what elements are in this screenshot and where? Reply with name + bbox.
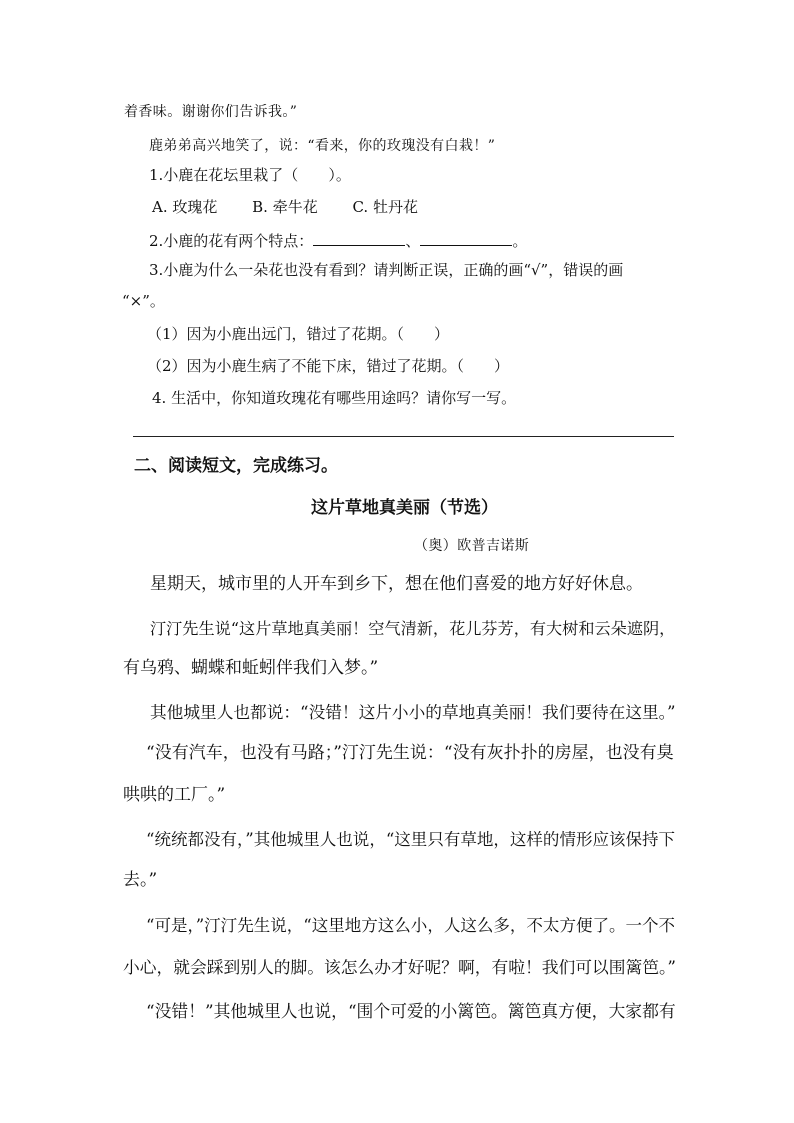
section-divider [133,436,674,437]
passage-title: 这片草地真美丽（节选） [311,498,498,518]
question-2 [149,231,527,249]
section-heading: 二、阅读短文，完成练习。 [134,456,338,476]
answer-blank[interactable] [313,231,405,246]
paragraph-line: “统统都没有，”其他城里人也说，“这里只有草地，这样的情形应该保持下 [146,830,676,849]
question-2-separator: 、 [405,232,421,250]
paragraph-line: 哄哄的工厂。” [123,785,226,805]
paragraph-line: 星期天，城市里的人开车到乡下，想在他们喜爱的地方好好休息。 [150,574,643,594]
paragraph-line: 小心，就会踩到别人的脚。该怎么办才好呢？啊，有啦！我们可以围篱笆。” [123,957,676,977]
paragraph-line: “可是，”汀汀先生说，“这里地方这么小，人这么多，不太方便了。一个不 [146,916,676,935]
question-1: 1.小鹿在花坛里栽了（ ）。 [149,166,351,184]
story-line: 着香味。谢谢你们告诉我。” [124,104,298,120]
paragraph-line: 其他城里人也都说：“没错！这片小小的草地真美丽！我们要待在这里。” [150,703,676,722]
question-3-item-2: （2）因为小鹿生病了不能下床，错过了花期。（ ） [147,357,510,375]
paragraph-line: “没错！”其他城里人也说，“围个可爱的小篱笆。篱笆真方便，大家都有 [146,1001,676,1021]
answer-blank[interactable] [420,231,512,246]
question-4: 4. 生活中，你知道玫瑰花有哪些用途吗？请你写一写。 [152,389,517,407]
paragraph-line: 有乌鸦、蝴蝶和蚯蚓伴我们入梦。” [123,658,379,678]
question-3: 3.小鹿为什么一朵花也没有看到？请判断正误，正确的画“√”，错误的画 [149,261,624,279]
paragraph-line: 汀汀先生说“这片草地真美丽！空气清新，花儿芬芳，有大树和云朵遮阴， [150,619,676,638]
story-line: 鹿弟弟高兴地笑了，说：“看来，你的玫瑰没有白栽！” [149,138,496,154]
paragraph-line: “没有汽车，也没有马路；”汀汀先生说：“没有灰扑扑的房屋，也没有臭 [146,743,674,763]
passage-author: （奥）欧普吉诺斯 [414,538,530,554]
question-3-continued: “×”。 [122,292,165,310]
question-1-options: A. 玫瑰花 B. 牵牛花 C. 牡丹花 [152,198,418,216]
paragraph-line: 去。” [123,870,158,890]
question-3-item-1: （1）因为小鹿出远门，错过了花期。（ ） [147,325,450,343]
question-2-text: 2.小鹿的花有两个特点： [149,232,314,250]
question-2-end: 。 [512,232,528,250]
